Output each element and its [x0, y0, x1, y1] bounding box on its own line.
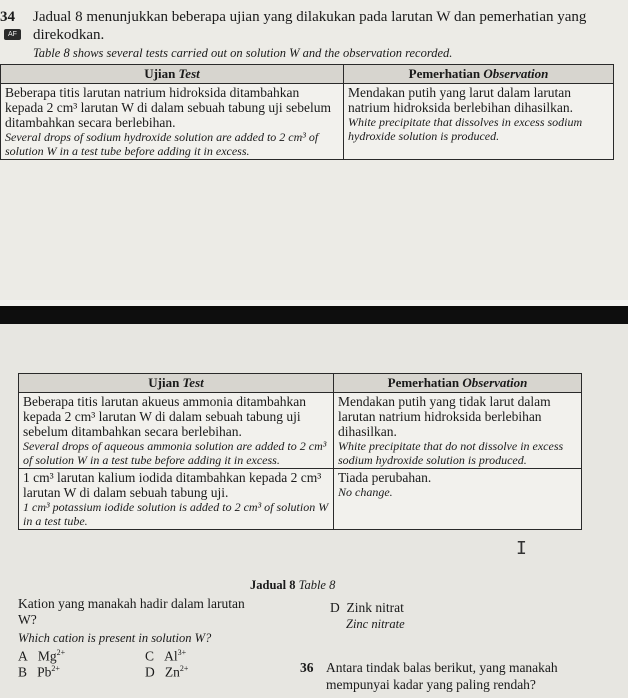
table-header: [1, 65, 614, 84]
question-text-ms: Jadual 8 menunjukkan beberapa ujian yang dilakukan pada larutan W dan pemerhatian yang: [33, 9, 587, 25]
header-observation: Pemerhatian Observation: [344, 65, 614, 84]
header-test: Ujian Test: [1, 65, 344, 84]
prompt-ms: Kation yang manakah hadir dalam larutan: [18, 596, 245, 611]
test-cell: Beberapa titis larutan akueus ammonia ditambahkan kepada 2 cm³ larutan W di dalam sebuah tabung uji sebelum ditambahkan secara berlebihan. Several drops of aqueous ammonia solution are added to 2 cm³ of solution W in a test tube before adding it in excess.: [19, 393, 334, 469]
observation-cell: Mendakan putih yang larut dalam larutan natrium hidroksida berlebihan dihasilkan. White precipitate that dissolves in excess sodium hydroxide solution is produced.: [344, 84, 614, 160]
answer-format-badge: AF: [4, 29, 21, 40]
test-table-bottom: [18, 373, 582, 530]
question-text-en: Table 8 shows several tests carried out on solution W and the observation recorded.: [33, 46, 453, 60]
question-36-text-cont: mempunyai kadar yang paling rendah?: [326, 677, 536, 692]
question-34-section: [0, 0, 628, 300]
option-a[interactable]: A $Mg^{2+}$: [18, 648, 66, 664]
header-test: Ujian Test: [19, 374, 334, 393]
table-row: [1, 84, 614, 160]
question-number: 34: [0, 9, 15, 25]
table-header: [19, 374, 582, 393]
table-row: [19, 393, 582, 469]
test-cell: Beberapa titis larutan natrium hidroksida ditambahkan kepada 2 cm³ larutan W di dalam sebuah tabung uji sebelum ditambahkan secara berlebihan. Several drops of sodium hydroxide solution are added to 2 cm³ of solution W in a test tube before adding it in excess.: [1, 84, 344, 160]
option-b[interactable]: B $Pb^{2+}$: [18, 664, 60, 680]
test-cell: 1 cm³ larutan kalium iodida ditambahkan kepada 2 cm³ larutan W di dalam sebuah tabung uji. 1 cm³ potassium iodide solution is added to 2 cm³ of solution W in a test tube.: [19, 469, 334, 530]
table-caption: Jadual 8 Table 8: [250, 578, 336, 592]
option-d[interactable]: D $Zn^{2+}$: [145, 664, 189, 680]
observation-cell: Mendakan putih yang tidak larut dalam larutan natrium hidroksida berlebihan dihasilkan. White precipitate that do not dissolve in excess sodium hydroxide solution is produced.: [334, 393, 582, 469]
header-observation: Pemerhatian Observation: [334, 374, 582, 393]
prompt-ms-cont: W?: [18, 612, 37, 627]
text-cursor-icon: I: [516, 538, 527, 559]
previous-option-d-en: Zinc nitrate: [346, 617, 405, 631]
observation-cell: Tiada perubahan. No change.: [334, 469, 582, 530]
test-table-top: [0, 64, 614, 160]
option-c[interactable]: C $Al^{3+}$: [145, 648, 187, 664]
table-row: [19, 469, 582, 530]
page-divider: [0, 300, 628, 330]
question-36-number: 36: [300, 660, 314, 675]
question-text-ms-cont: direkodkan.: [33, 27, 105, 43]
question-36-text: Antara tindak balas berikut, yang manakah: [326, 660, 558, 675]
prompt-en: Which cation is present in solution W?: [18, 631, 212, 645]
previous-option-d: D Zink nitrat: [330, 600, 404, 615]
